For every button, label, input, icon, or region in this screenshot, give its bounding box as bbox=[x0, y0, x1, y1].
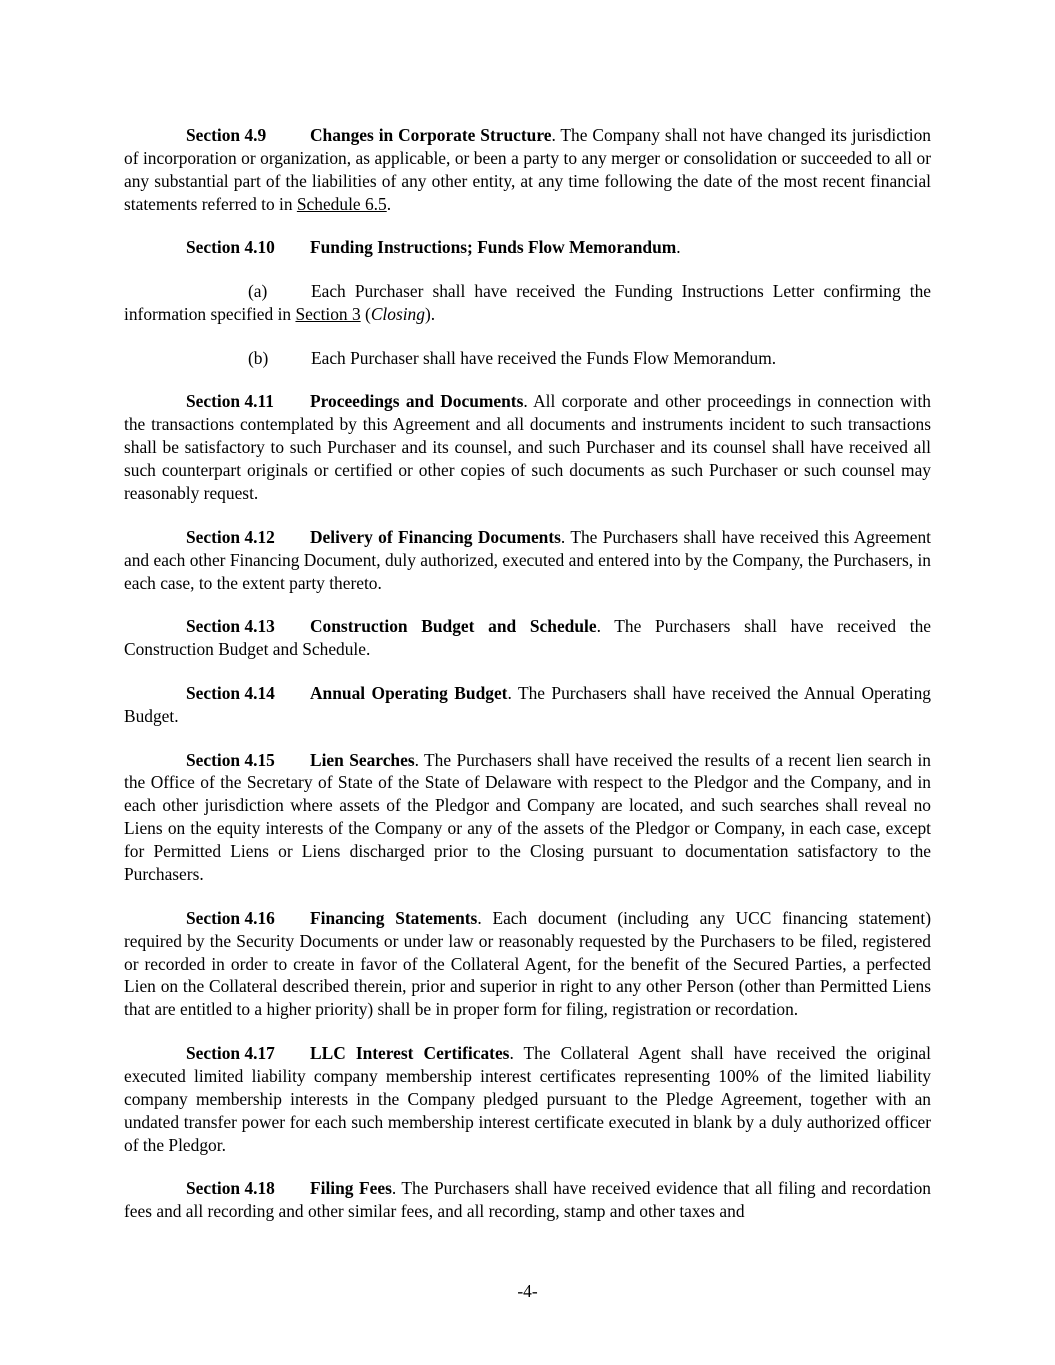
schedule-reference-link[interactable]: Schedule 6.5 bbox=[296, 193, 387, 214]
section-number: Section 4.9 bbox=[186, 125, 267, 145]
section-4-16 bbox=[124, 907, 931, 1022]
section-text-end: . bbox=[386, 193, 392, 214]
section-4-15 bbox=[124, 749, 931, 886]
section-4-18 bbox=[124, 1177, 931, 1223]
section-text: . The Purchasers shall have received evidence that all filing and recordation fees and all recording and other similar fees, and all recording, stamp and other taxes and bbox=[124, 1178, 931, 1222]
section-text: . The Purchasers shall have received the Construction Budget and Schedule. bbox=[124, 616, 931, 660]
subsection-a bbox=[124, 280, 931, 326]
section-text: . The Collateral Agent shall have received the original executed limited liability company membership interest certificates representing 100% of the limited liability company membership interests in the Company pledged pursuant to the Pledge Agreement, together with an undated transfer power for each such membership interest certificate executed in blank by a duly authorized officer of the Pledgor. bbox=[124, 1043, 931, 1155]
section-title: Construction Budget and Schedule bbox=[310, 616, 597, 637]
section-number: Section 4.13 bbox=[186, 616, 275, 637]
subsection-label: (b) bbox=[248, 347, 269, 368]
section-title: Proceedings and Documents bbox=[310, 391, 524, 412]
section-text: . All corporate and other proceedings in connection with the transactions contemplated by this Agreement and all documents and instruments incident to such transactions shall be satisfactory to such Purchaser and its counsel, and such Purchaser and its counsel shall have received all such counterpart originals or certified or other copies of such documents as such Purchaser or such counsel may reasonably request. bbox=[124, 391, 931, 504]
section-text: . The Company shall not have changed its jurisdiction of incorporation or organization, as applicable, or been a party to any merger or consolidation or succeeded to all or any substantial part of the liabilities of any other entity, at any time following the date of the most recent financial statements referred to in bbox=[124, 125, 931, 214]
section-number: Section 4.15 bbox=[186, 749, 275, 770]
section-title: Lien Searches bbox=[310, 749, 415, 770]
section-title: LLC Interest Certificates bbox=[310, 1043, 510, 1064]
section-number: Section 4.14 bbox=[186, 682, 275, 703]
document-page bbox=[124, 124, 931, 1244]
section-title: Financing Statements bbox=[310, 907, 478, 928]
section-4-10 bbox=[124, 236, 931, 259]
subsection-text-end: ). bbox=[424, 304, 436, 325]
section-title: Annual Operating Budget bbox=[310, 682, 508, 703]
section-text-end: . bbox=[676, 237, 681, 258]
section-reference-link[interactable]: Section 3 bbox=[295, 304, 361, 325]
section-number: Section 4.16 bbox=[186, 907, 275, 928]
section-4-17 bbox=[124, 1042, 931, 1157]
section-4-13 bbox=[124, 615, 931, 661]
subsection-b bbox=[124, 347, 931, 370]
section-4-14 bbox=[124, 682, 931, 728]
section-4-11 bbox=[124, 390, 931, 505]
page-number: -4- bbox=[517, 1281, 538, 1301]
section-text: . The Purchasers shall have received the Annual Operating Budget. bbox=[124, 682, 931, 726]
section-text: . The Purchasers shall have received this Agreement and each other Financing Document, duly authorized, executed and entered into by the Company, the Purchasers, in each case, to the extent party thereto. bbox=[124, 526, 931, 593]
subsection-text: Each Purchaser shall have received the Funds Flow Memorandum. bbox=[311, 347, 777, 368]
section-number: Section 4.11 bbox=[186, 391, 274, 412]
subsection-text: Each Purchaser shall have received the Funding Instructions Letter confirming the information specified in bbox=[124, 281, 931, 325]
section-number: Section 4.12 bbox=[186, 526, 275, 547]
section-title: Delivery of Financing Documents bbox=[310, 526, 561, 547]
section-title: Filing Fees bbox=[310, 1178, 392, 1199]
section-number: Section 4.18 bbox=[186, 1178, 275, 1199]
section-number: Section 4.17 bbox=[186, 1043, 275, 1064]
section-title: Funding Instructions; Funds Flow Memorandum bbox=[310, 237, 677, 258]
section-number: Section 4.10 bbox=[186, 237, 275, 258]
section-text: . Each document (including any UCC financing statement) required by the Security Documents or under law or reasonably requested by the Purchasers to be filed, registered or recorded in order to create in favor of the Collateral Agent, for the benefit of the Secured Parties, a perfected Lien on the Collateral described therein, prior and superior in right to any other Person (other than Permitted Liens that are entitled to a higher priority) shall be in proper form for filing, registration or recordation. bbox=[124, 907, 931, 1020]
section-text: . The Purchasers shall have received the results of a recent lien search in the Office of the Secretary of State of the State of Delaware with respect to the Pledgor and the Company, and in each other jurisdiction where assets of the Pledgor and Company are located, and such searches shall reveal no Liens on the equity interests of the Company or any of the assets of the Pledgor or Company, in each case, except for Permitted Liens or Liens discharged prior to the Closing pursuant to documentation satisfactory to the Purchasers. bbox=[124, 749, 931, 885]
subsection-italic-term: Closing bbox=[370, 304, 425, 325]
subsection-paren-open: ( bbox=[360, 304, 371, 325]
section-title: Changes in Corporate Structure bbox=[310, 125, 552, 145]
subsection-label: (a) bbox=[248, 281, 268, 302]
section-4-12 bbox=[124, 526, 931, 595]
section-4-9 bbox=[124, 124, 931, 216]
